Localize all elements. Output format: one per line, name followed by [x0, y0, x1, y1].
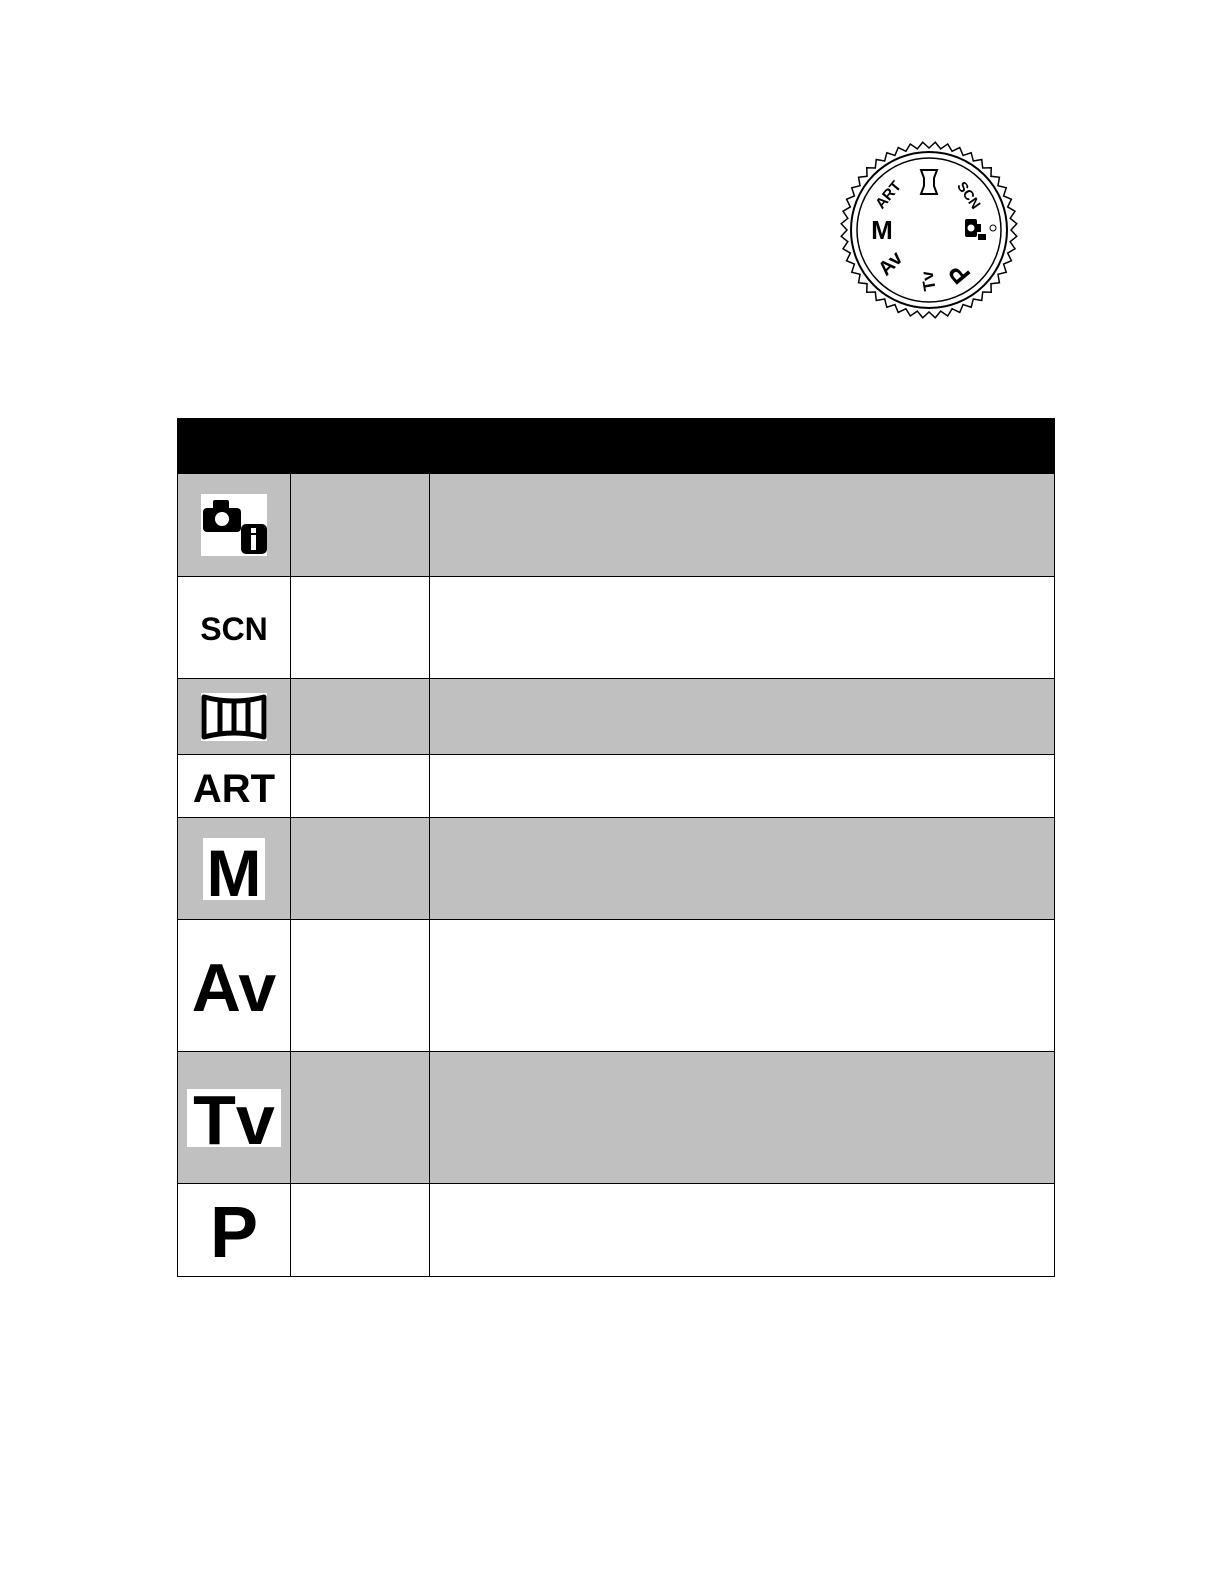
mode-name-cell [291, 818, 430, 920]
mode-name-cell [291, 920, 430, 1052]
table-row [178, 818, 1055, 920]
description-cell [430, 818, 1055, 920]
description-cell [430, 474, 1055, 577]
svg-text:Tv: Tv [193, 1088, 275, 1147]
svg-text:ART: ART [192, 767, 276, 808]
header-icon [178, 419, 291, 474]
table-row [178, 920, 1055, 1052]
svg-text:P: P [209, 1199, 259, 1261]
smart-auto-icon [201, 494, 267, 556]
mode-name-cell [291, 1184, 430, 1277]
icon-cell [178, 818, 291, 920]
icon-cell [178, 755, 291, 818]
panorama-icon [201, 693, 267, 741]
description-cell [430, 1052, 1055, 1184]
description-cell [430, 577, 1055, 679]
table-row [178, 679, 1055, 755]
svg-text:M: M [206, 837, 262, 900]
icon-cell [178, 920, 291, 1052]
dial-label-art: ART [872, 177, 905, 213]
scene-icon [194, 608, 274, 648]
table-row [178, 1184, 1055, 1277]
mode-name-cell [291, 577, 430, 679]
svg-text:Av: Av [191, 954, 277, 1017]
art-icon [192, 764, 276, 808]
description-cell [430, 755, 1055, 818]
program-icon [204, 1199, 264, 1261]
dial-label-tv: Tv [917, 269, 940, 293]
table-row [178, 577, 1055, 679]
table-row [178, 1052, 1055, 1184]
icon-cell [178, 679, 291, 755]
table-header [178, 419, 1055, 474]
mode-name-cell [291, 755, 430, 818]
manual-icon [203, 838, 265, 900]
icon-cell [178, 474, 291, 577]
header-description [430, 419, 1055, 474]
mode-name-cell [291, 679, 430, 755]
icon-cell [178, 577, 291, 679]
svg-text:SCN: SCN [200, 610, 268, 647]
description-cell [430, 920, 1055, 1052]
table-row [178, 755, 1055, 818]
header-mode [291, 419, 430, 474]
dial-label-scn: SCN [954, 178, 985, 212]
dial-label-av: Av [874, 247, 908, 281]
mode-name-cell [291, 1052, 430, 1184]
mode-name-cell [291, 474, 430, 577]
dial-label-m: M [871, 215, 893, 245]
mode-table [177, 418, 1055, 1277]
table-row [178, 474, 1055, 577]
icon-cell [178, 1052, 291, 1184]
dial-label-p: P [942, 257, 977, 291]
mode-dial [838, 140, 1020, 320]
aperture-priority-icon [189, 955, 279, 1017]
icon-cell [178, 1184, 291, 1277]
description-cell [430, 679, 1055, 755]
shutter-priority-icon [187, 1089, 281, 1147]
description-cell [430, 1184, 1055, 1277]
